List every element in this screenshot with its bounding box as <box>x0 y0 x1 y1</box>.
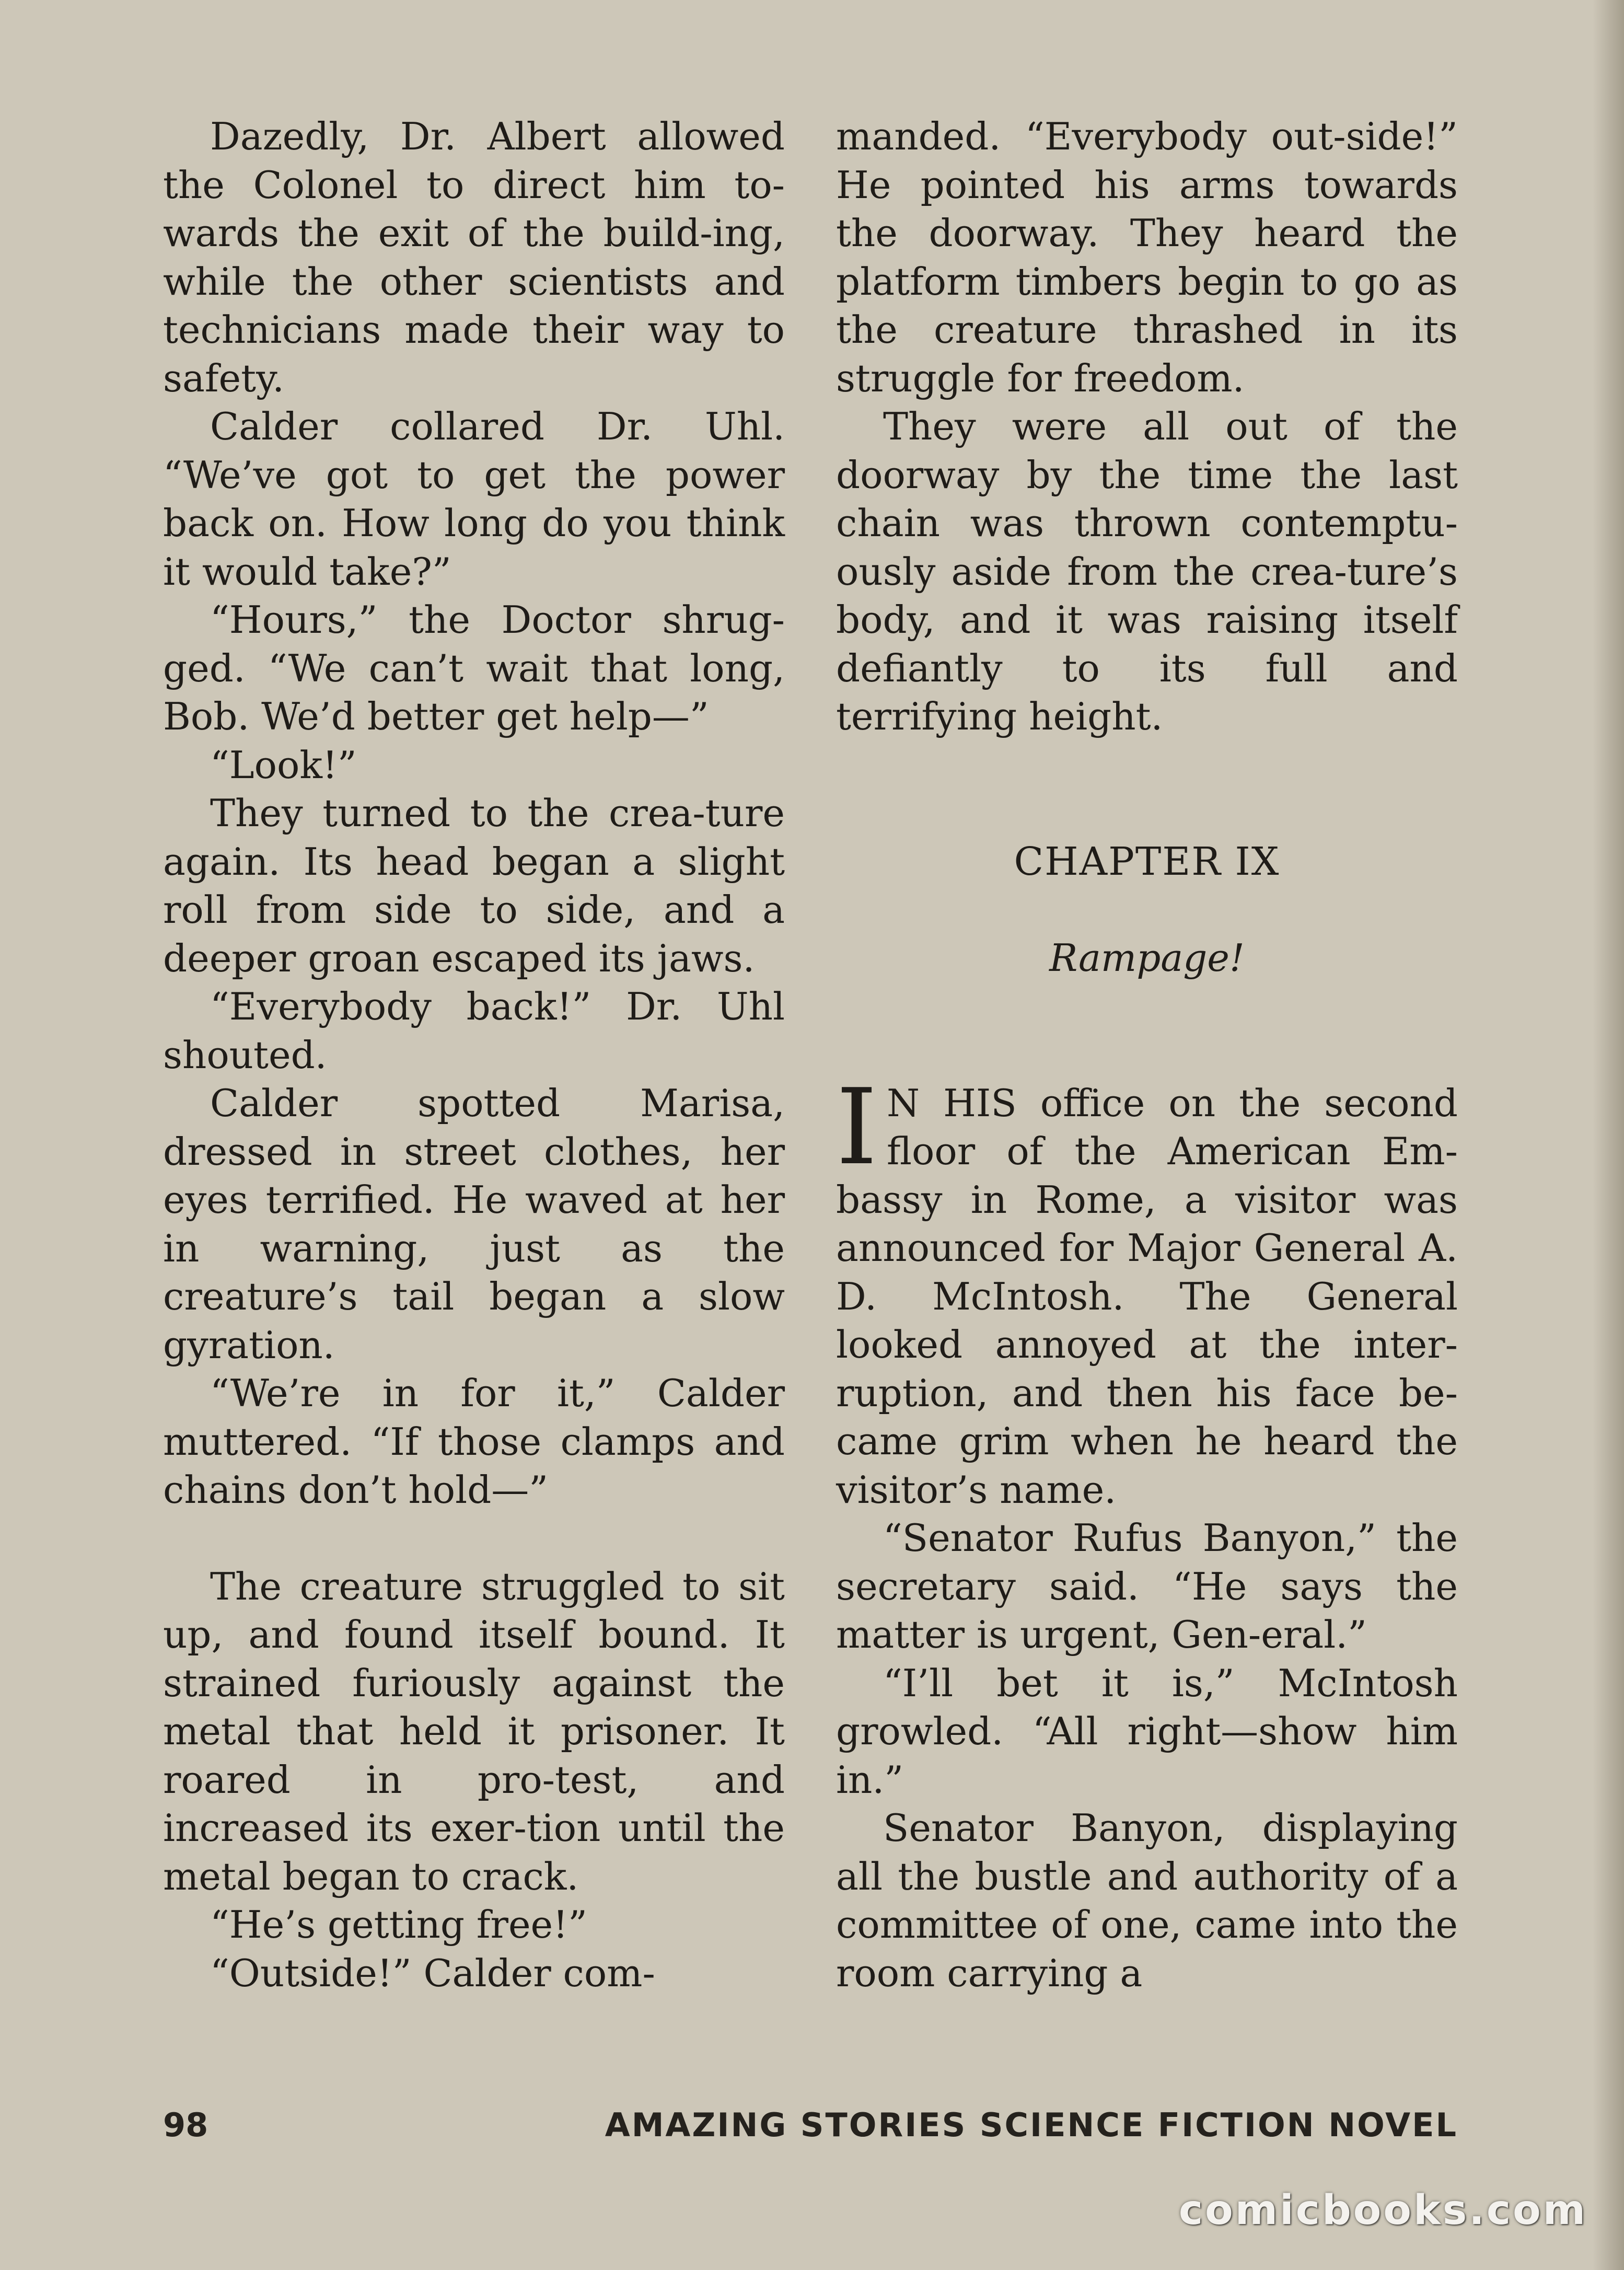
page-edge-shadow <box>1593 0 1624 2270</box>
paragraph: Calder spotted Marisa, dressed in street clothes, her eyes terrified. He waved at her in warning, just as the creature’s tail began a slow gyration. <box>163 1081 785 1367</box>
paragraph: Calder collared Dr. Uhl. “We’ve got to get the power back on. How long do you think it would take?” <box>163 404 785 594</box>
paragraph: “He’s getting free!” <box>210 1903 587 1947</box>
page-footer <box>163 2106 1458 2158</box>
paragraph: “Senator Rufus Banyon,” the secretary said. “He says the matter is urgent, Gen-eral.” <box>836 1516 1458 1657</box>
right-column <box>836 112 1458 1997</box>
opening-text: N HIS office on the second floor of the American Em-bassy in Rome, a visitor was announced for Major General A. D. McIntosh. The General looked annoyed at the inter-ruption, and then his face be-came grim when he heard the visitor’s name. <box>836 1081 1458 1512</box>
chapter-opening-paragraph <box>836 1066 1458 1514</box>
page-number: 98 <box>163 2106 208 2144</box>
chapter-title: CHAPTER IX <box>1014 839 1280 884</box>
left-column <box>163 112 785 1997</box>
drop-cap: I <box>836 1066 878 1188</box>
paragraph: They turned to the crea-ture again. Its head began a slight roll from side to side, and a deeper groan escaped its jaws. <box>163 791 785 980</box>
paragraph: “Look!” <box>210 743 357 787</box>
spacer <box>836 886 1458 934</box>
paragraph: “Everybody back!” Dr. Uhl shouted. <box>163 985 785 1077</box>
spacer <box>836 741 1458 838</box>
paragraph: They were all out of the doorway by the time the last chain was thrown contemptu-ously aside from the crea-ture’s body, and it was raising itself defiantly to its full and terrifying height. <box>836 404 1458 738</box>
section-break <box>163 1514 785 1562</box>
paragraph: manded. “Everybody out-side!” He pointed his arms towards the doorway. They heard the platform timbers begin to go as the creature thrashed in its struggle for freedom. <box>836 114 1458 400</box>
paragraph: “Hours,” the Doctor shrug-ged. “We can’t wait that long, Bob. We’d better get help—” <box>163 598 785 738</box>
paragraph: Dazedly, Dr. Albert allowed the Colonel to direct him to-wards the exit of the build-ing, while the other scientists and technicians made their way to safety. <box>163 114 785 400</box>
running-title: AMAZING STORIES SCIENCE FICTION NOVEL <box>605 2106 1458 2144</box>
paragraph: “We’re in for it,” Calder muttered. “If those clamps and chains don’t hold—” <box>163 1371 785 1512</box>
paragraph: “I’ll bet it is,” McIntosh growled. “All right—show him in.” <box>836 1661 1458 1802</box>
watermark: comicbooks.com <box>1178 2187 1587 2234</box>
chapter-subtitle: Rampage! <box>1049 936 1245 980</box>
spacer <box>836 982 1458 1079</box>
paragraph: The creature struggled to sit up, and found itself bound. It strained furiously against the metal that held it prisoner. It roared in pro-test, and increased its exer-tion until the metal began to crack. <box>163 1564 785 1898</box>
paragraph: “Outside!” Calder com- <box>210 1951 655 1995</box>
paragraph: Senator Banyon, displaying all the bustle and authority of a committee of one, came into the room carrying a <box>836 1806 1458 1995</box>
